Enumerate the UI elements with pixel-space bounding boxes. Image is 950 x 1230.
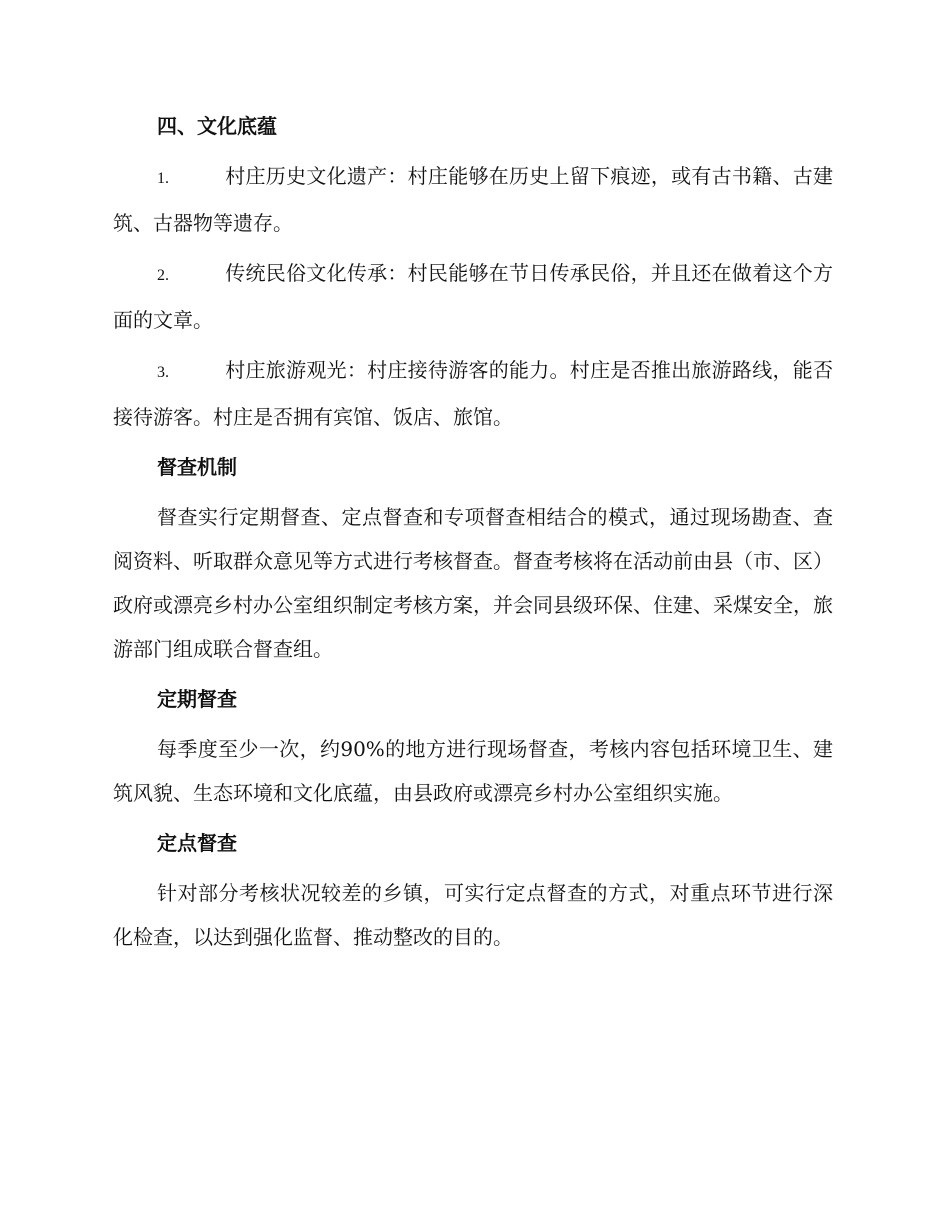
list-item-number: 1. (157, 170, 169, 187)
list-item (113, 348, 833, 439)
list-item (113, 154, 833, 245)
list-item-number: 3. (157, 364, 169, 381)
section-body-mechanism: 督查实行定期督查、定点督查和专项督查相结合的模式，通过现场勘查、查阅资料、听取群众意见等方式进行考核督查。督查考核将在活动前由县（市、区）政府或漂亮乡村办公室组织制定考核方案，并会同县级环保、住建、采煤安全，旅游部门组成联合督查组。 (113, 505, 833, 661)
section-heading-periodic: 定期督查 (157, 687, 237, 711)
section-heading-fixed-point: 定点督查 (157, 831, 237, 855)
list-item (113, 251, 833, 342)
section-body-periodic: 每季度至少一次，约90%的地方进行现场督查，考核内容包括环境卫生、建筑风貌、生态环境和文化底蕴，由县政府或漂亮乡村办公室组织实施。 (113, 737, 833, 805)
document-page (113, 104, 833, 965)
section-heading-culture: 四、文化底蕴 (157, 114, 277, 138)
list-item-text: 传统民俗文化传承：村民能够在节日传承民俗，并且还在做着这个方面的文章。 (113, 261, 833, 332)
section-body-fixed-point: 针对部分考核状况较差的乡镇，可实行定点督查的方式，对重点环节进行深化检查，以达到强化监督、推动整改的目的。 (113, 881, 833, 949)
list-item-text: 村庄历史文化遗产：村庄能够在历史上留下痕迹，或有古书籍、古建筑、古器物等遗存。 (113, 164, 833, 235)
section-heading-mechanism: 督查机制 (157, 455, 237, 479)
list-item-number: 2. (157, 267, 169, 284)
list-item-text: 村庄旅游观光：村庄接待游客的能力。村庄是否推出旅游路线，能否接待游客。村庄是否拥有宾馆、饭店、旅馆。 (113, 358, 833, 429)
